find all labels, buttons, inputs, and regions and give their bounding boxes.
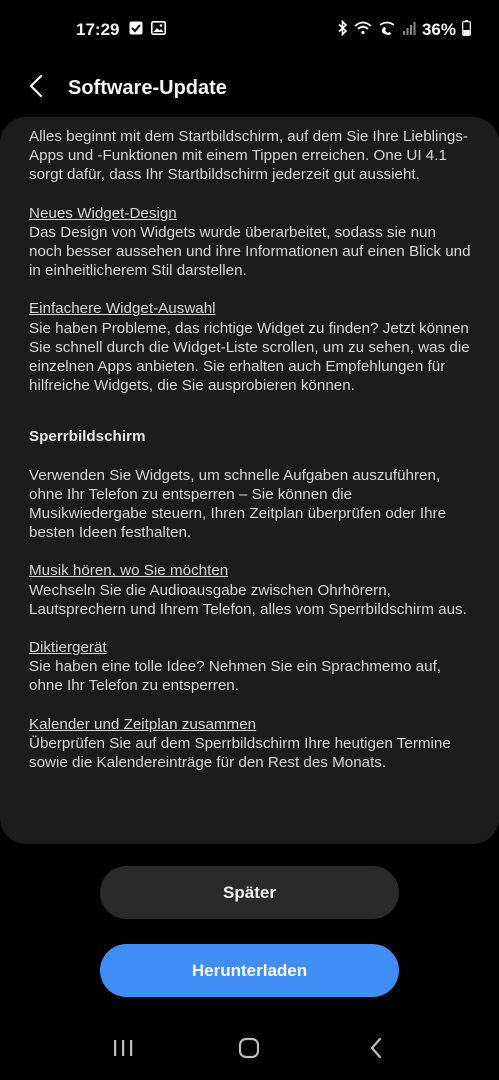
battery-icon (462, 20, 471, 41)
back-icon (369, 1037, 383, 1064)
navigation-bar (0, 1020, 499, 1080)
section-title: Einfachere Widget-Auswahl (29, 300, 216, 318)
app-header (0, 60, 499, 116)
lockscreen-heading: Sperrbildschirm (29, 428, 146, 446)
signal-icon (402, 20, 416, 40)
page-title: Software-Update (68, 76, 227, 99)
section-title: Diktiergerät (29, 639, 107, 657)
back-button[interactable] (14, 66, 58, 110)
section-widget-design (29, 204, 471, 281)
nav-back-button[interactable] (346, 1030, 406, 1070)
release-notes-card[interactable] (0, 117, 499, 844)
bluetooth-icon (338, 20, 348, 41)
section-text: Das Design von Widgets wurde überarbeitet, sodass sie nun noch besser aussehen und ihre Informationen auf einen Blick und in einheitlicherem Stil darstellen. (29, 223, 471, 280)
section-title: Neues Widget-Design (29, 204, 177, 222)
section-text: Sie haben eine tolle Idee? Nehmen Sie ein Sprachmemo auf, ohne Ihr Telefon zu entsperren. (29, 658, 442, 695)
section-title: Kalender und Zeitplan zusammen (29, 715, 257, 733)
wifi-icon (354, 20, 372, 40)
home-icon (238, 1037, 260, 1064)
later-button[interactable]: Später (100, 866, 399, 919)
release-notes-scroll (29, 127, 471, 772)
section-text: Sie haben Probleme, das richtige Widget zu finden? Jetzt können Sie schnell durch die Widget-Liste scrollen, um zu sehen, was die einzelnen Apps anbieten. Sie erhalten auch Empfehlungen für hilfreiche Widgets, die Sie ausprobieren können. (29, 319, 470, 395)
checkbox-notification-icon (129, 20, 143, 40)
intro-text: Alles beginnt mit dem Startbildschirm, auf dem Sie Ihre Lieblings-Apps und -Funktionen mit einem Tippen erreichen. One UI 4.1 sorgt dafür, dass Ihr Startbildschirm jederzeit gut aussieht. (29, 128, 468, 184)
section-text: Überprüfen Sie auf dem Sperrbildschirm Ihre heutigen Termine sowie die Kalendereinträge für den Rest des Monats. (29, 734, 451, 772)
back-chevron-icon (29, 74, 43, 103)
battery-percent: 36% (421, 20, 456, 39)
status-time: 17:29 (76, 20, 120, 39)
section-voice-recorder (29, 638, 471, 696)
download-button[interactable]: Herunterladen (100, 944, 399, 997)
section-music (29, 561, 471, 619)
lockscreen-intro: Verwenden Sie Widgets, um schnelle Aufgaben auszuführen, ohne Ihr Telefon zu entsperren – Sie können die Musikwiedergabe steuern, Ihren Zeitplan überprüfen oder Ihre besten Ideen festhalten. (29, 466, 447, 542)
section-calendar (29, 715, 471, 773)
recents-button[interactable] (93, 1030, 153, 1070)
section-title: Musik hören, wo Sie möchten (29, 562, 229, 580)
image-notification-icon (151, 20, 166, 40)
scroll-fade (0, 830, 499, 844)
wifi-calling-icon (378, 20, 396, 40)
status-bar (0, 0, 499, 60)
recents-icon (112, 1038, 134, 1063)
section-widget-selection (29, 299, 471, 395)
section-text: Wechseln Sie die Audioausgabe zwischen Ohrhörern, Lautsprechern und Ihrem Telefon, alles vom Sperrbildschirm aus. (29, 581, 467, 618)
home-button[interactable] (219, 1030, 279, 1070)
